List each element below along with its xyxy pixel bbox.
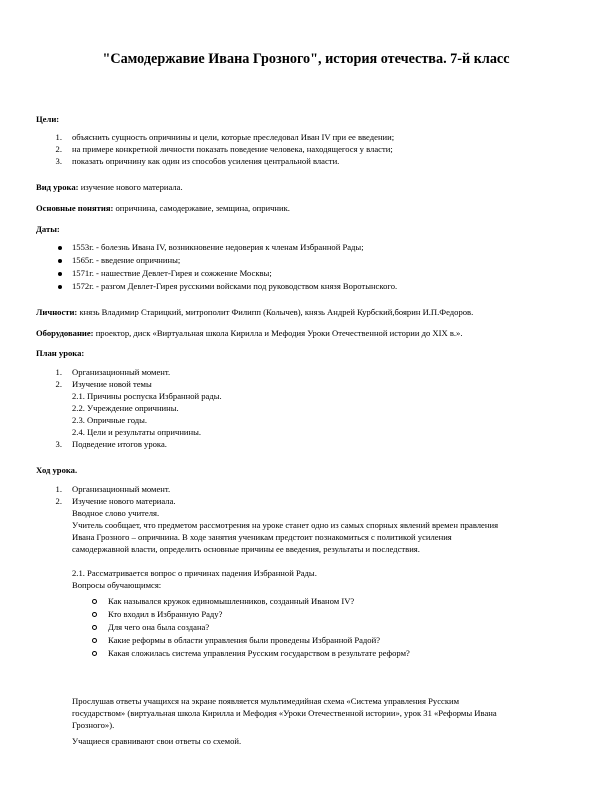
plan-subitem: 2.4. Цели и результаты опричнины. — [72, 427, 202, 437]
plan-item: Организационный момент. — [72, 367, 171, 377]
course-section: 2.1. Рассматривается вопрос о причинах падения Избранной Рады. — [72, 568, 317, 578]
concepts-value: опричнина, самодержавие, земщина, опричник. — [115, 203, 290, 213]
circle-bullet-icon — [92, 599, 97, 604]
plan-item: Подведение итогов урока. — [72, 439, 167, 449]
plan-item-number: 1. — [55, 367, 62, 377]
lesson-type-label: Вид урока: — [36, 182, 79, 192]
goals-heading: Цели: — [36, 114, 60, 124]
equipment-label: Оборудование: — [36, 328, 94, 338]
plan-item: Изучение новой темы — [72, 379, 152, 389]
plan-item-number: 2. — [55, 379, 62, 389]
question-item: Какая сложилась система управления Русским государством в результате реформ? — [108, 648, 410, 658]
date-item: 1571г. - нашествие Девлет-Гирея и сожжение Москвы; — [72, 268, 272, 278]
course-after-line: государством» (виртуальная школа Кирилла и Мефодия «Уроки Отечественной истории», урок 31 «Реформы Ивана — [72, 708, 497, 718]
course-heading: Ход урока. — [36, 465, 78, 475]
date-item: 1553г. - болезнь Ивана IV, возникновение недоверия к членам Избранной Рады; — [72, 242, 364, 252]
bullet-icon — [58, 272, 62, 276]
course-item-number: 2. — [55, 496, 62, 506]
course-after-line: Грозного»). — [72, 720, 115, 730]
circle-bullet-icon — [92, 612, 97, 617]
equipment-value: проектор, диск «Виртуальная школа Кирилла и Мефодия Уроки Отечественной истории до XIX в.». — [95, 328, 463, 338]
course-after-line: Прослушав ответы учащихся на экране появляется мультимедийная схема «Система управления Русским — [72, 696, 460, 706]
concepts-label: Основные понятия: — [36, 203, 114, 213]
bullet-icon — [58, 285, 62, 289]
plan-subitem: 2.1. Причины роспуска Избранной рады. — [72, 391, 222, 401]
circle-bullet-icon — [92, 651, 97, 656]
course-intro: Вводное слово учителя. — [72, 508, 160, 518]
bullet-icon — [58, 246, 62, 250]
course-item-number: 1. — [55, 484, 62, 494]
persons — [36, 307, 473, 318]
goals-item: на примере конкретной личности показать поведение человека, находящегося у власти; — [72, 144, 393, 154]
course-item: Организационный момент. — [72, 484, 171, 494]
lesson-type-value: изучение нового материала. — [80, 182, 183, 192]
plan-subitem: 2.3. Опричные годы. — [72, 415, 148, 425]
course-item: Изучение нового материала. — [72, 496, 176, 506]
concepts — [36, 203, 290, 214]
plan-subitem: 2.2. Учреждение опричнины. — [72, 403, 179, 413]
question-item: Для чего она была создана? — [108, 622, 210, 632]
plan-item-number: 3. — [55, 439, 62, 449]
course-paragraph-line: Учитель сообщает, что предметом рассмотрения на уроке станет одно из самых спорных явлений времен правления — [72, 520, 499, 530]
date-item: 1572г. - разгом Девлет-Гирея русскими войсками под руководством князя Воротынского. — [72, 281, 398, 291]
dates-heading: Даты: — [36, 224, 60, 234]
document-title: "Самодержавие Ивана Грозного", история отечества. 7-й класс — [102, 51, 510, 67]
persons-value: князь Владимир Старицкий, митрополит Филипп (Колычев), князь Андрей Курбский,боярин И.П.Федоров. — [79, 307, 474, 317]
goals-item: объяснить сущность опричнины и цели, которые преследовал Иван IV при ее введении; — [72, 132, 395, 142]
equipment — [36, 328, 463, 339]
course-paragraph-line: Ивана Грозного – опричнина. В ходе занятия ученикам предстоит познакомиться с политикой усиления — [72, 532, 452, 542]
circle-bullet-icon — [92, 638, 97, 643]
question-item: Кто входил в Избранную Раду? — [108, 609, 223, 619]
plan-heading: План урока: — [36, 348, 85, 358]
persons-label: Личности: — [36, 307, 78, 317]
date-item: 1565г. - введение опричнины; — [72, 255, 181, 265]
course-last-line: Учащиеся сравнивают свои ответы со схемой. — [72, 736, 242, 746]
circle-bullet-icon — [92, 625, 97, 630]
goals-item: показать опричнину как один из способов усиления центральной власти. — [72, 156, 340, 166]
questions-label: Вопросы обучающимся: — [72, 580, 162, 590]
goals-item-number: 3. — [55, 156, 62, 166]
question-item: Какие реформы в области управления были проведены Избранной Радой? — [108, 635, 381, 645]
course-paragraph-line: самодержавной власти, определить основные причины ее введения, результаты и последствия. — [72, 544, 420, 554]
question-item: Как назывался кружок единомышленников, созданный Иваном IV? — [108, 596, 355, 606]
bullet-icon — [58, 259, 62, 263]
goals-item-number: 1. — [55, 132, 62, 142]
goals-item-number: 2. — [55, 144, 62, 154]
lesson-type — [36, 182, 183, 193]
